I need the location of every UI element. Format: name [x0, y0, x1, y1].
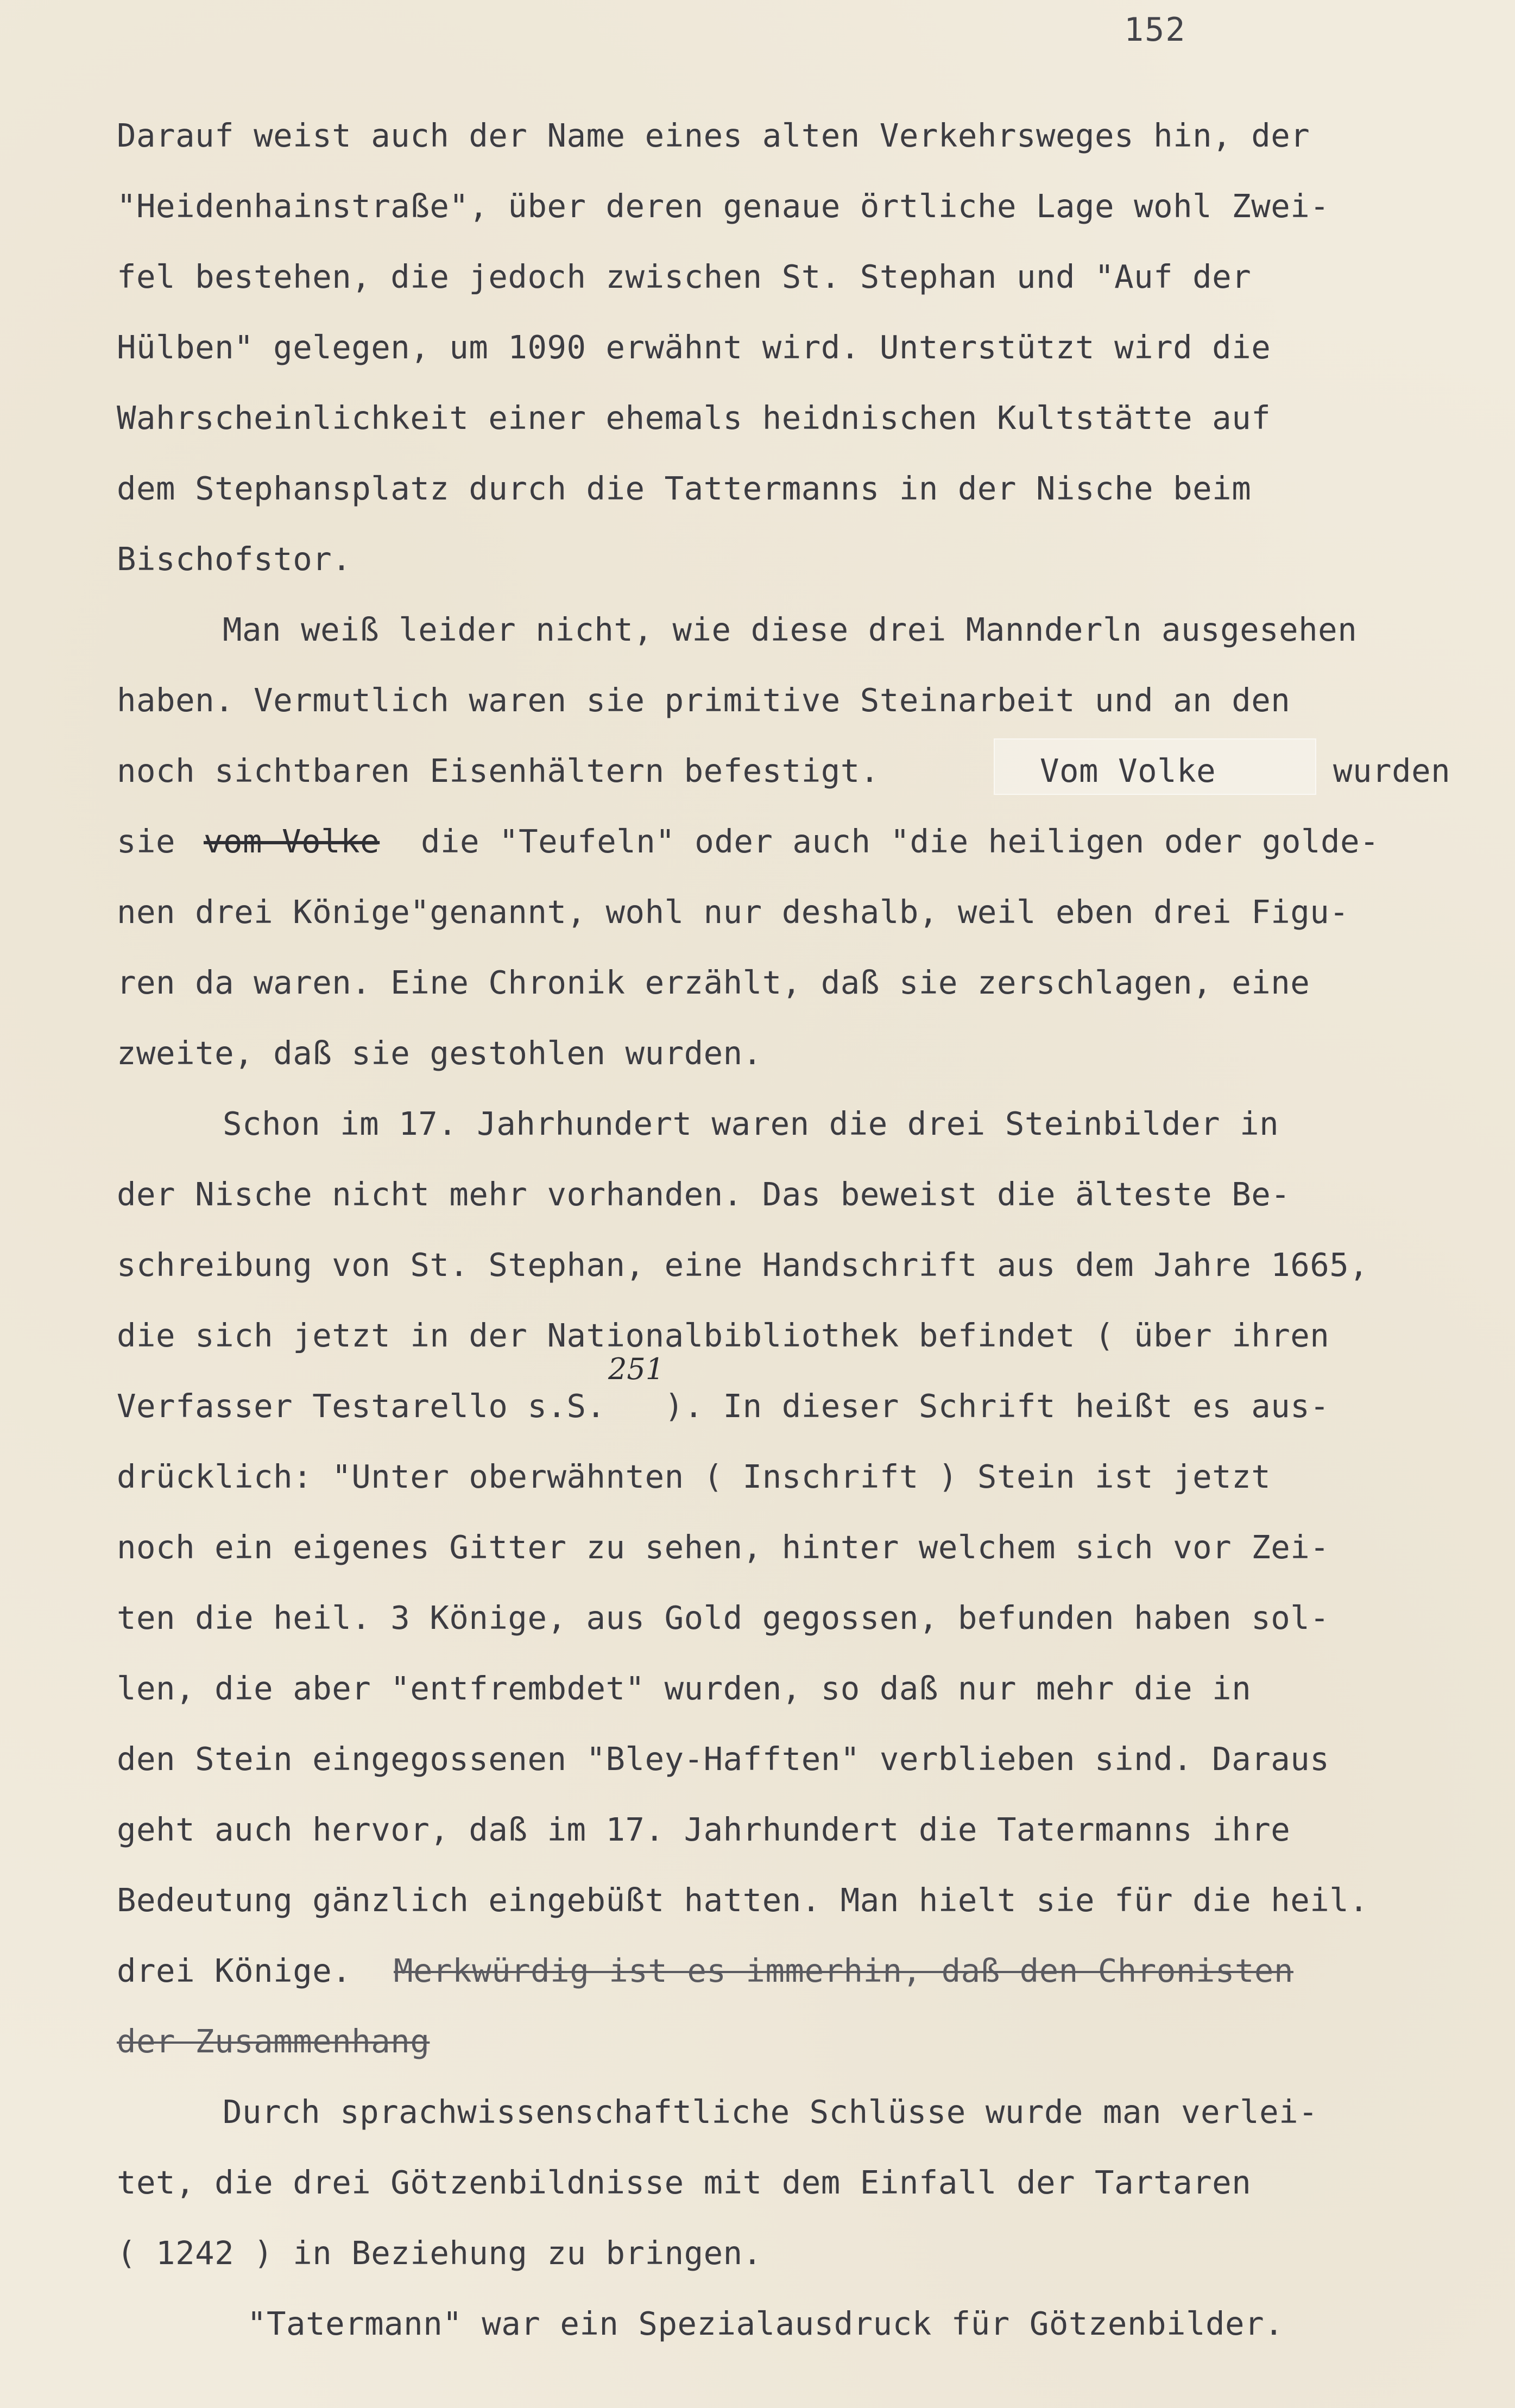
text-line: noch sichtbaren Eisenhältern befestigt.	[117, 752, 880, 789]
text-line: Wahrscheinlichkeit einer ehemals heidnischen Kultstätte auf	[117, 399, 1271, 437]
text-line: Verfasser Testarello s.S. ). In dieser Schrift heißt es aus-	[117, 1387, 1330, 1425]
text-line: Bedeutung gänzlich eingebüßt hatten. Man hielt sie für die heil.	[117, 1881, 1369, 1919]
text-line: den Stein eingegossenen "Bley-Hafften" verblieben sind. Daraus	[117, 1740, 1330, 1778]
text-line: drücklich: "Unter oberwähnten ( Inschrift ) Stein ist jetzt	[117, 1458, 1271, 1495]
text-line: Darauf weist auch der Name eines alten Verkehrsweges hin, der	[117, 117, 1310, 154]
text-line: nen drei Könige"genannt, wohl nur deshalb, weil eben drei Figu-	[117, 893, 1349, 931]
text-line: der Nische nicht mehr vorhanden. Das beweist die älteste Be-	[117, 1175, 1291, 1213]
text-line: "Tatermann" war ein Spezialausdruck für Götzenbilder.	[247, 2305, 1284, 2342]
text-line: Bischofstor.	[117, 540, 352, 578]
text-line: len, die aber "entfrembdet" wurden, so daß nur mehr die in	[117, 1670, 1252, 1707]
text-line: noch ein eigenes Gitter zu sehen, hinter welchem sich vor Zei-	[117, 1528, 1330, 1566]
page-number: 152	[1124, 11, 1186, 49]
text-line: geht auch hervor, daß im 17. Jahrhundert die Tatermanns ihre	[117, 1811, 1291, 1848]
text-line: die sich jetzt in der Nationalbibliothek befindet ( über ihren	[117, 1317, 1330, 1354]
text-line: ten die heil. 3 Könige, aus Gold gegossen, befunden haben sol-	[117, 1599, 1330, 1636]
text-line: Durch sprachwissenschaftliche Schlüsse wurde man verlei-	[223, 2093, 1318, 2131]
text-line: tet, die drei Götzenbildnisse mit dem Einfall der Tartaren	[117, 2164, 1252, 2201]
text-line-end: wurden	[1333, 752, 1451, 789]
struck-text: vom Volke	[204, 823, 380, 860]
text-line: fel bestehen, die jedoch zwischen St. Stephan und "Auf der	[117, 258, 1252, 295]
pasted-correction-text: Vom Volke	[1040, 752, 1216, 789]
text-line: "Heidenhainstraße", über deren genaue örtliche Lage wohl Zwei-	[117, 187, 1330, 225]
struck-text: der Zusammenhang	[117, 2023, 430, 2060]
text-line: haben. Vermutlich waren sie primitive Steinarbeit und an den	[117, 681, 1291, 719]
handwritten-page-reference: 251	[608, 1352, 665, 1386]
text-line: schreibung von St. Stephan, eine Handschrift aus dem Jahre 1665,	[117, 1246, 1369, 1284]
text-line-rest: die "Teufeln" oder auch "die heiligen oder golde-	[421, 823, 1380, 860]
text-line: ( 1242 ) in Beziehung zu bringen.	[117, 2234, 762, 2272]
text-line: Schon im 17. Jahrhundert waren die drei Steinbilder in	[223, 1105, 1279, 1142]
struck-text: Merkwürdig ist es immerhin, daß den Chronisten	[394, 1952, 1293, 1989]
text-line: drei Könige.	[117, 1952, 352, 1989]
text-line: Man weiß leider nicht, wie diese drei Mannderln ausgesehen	[223, 611, 1358, 648]
text-line: zweite, daß sie gestohlen wurden.	[117, 1034, 762, 1072]
text-line: Hülben" gelegen, um 1090 erwähnt wird. Unterstützt wird die	[117, 328, 1271, 366]
text-line: ren da waren. Eine Chronik erzählt, daß sie zerschlagen, eine	[117, 964, 1310, 1001]
text-line: sie	[117, 823, 176, 860]
text-line: dem Stephansplatz durch die Tattermanns in der Nische beim	[117, 470, 1252, 507]
